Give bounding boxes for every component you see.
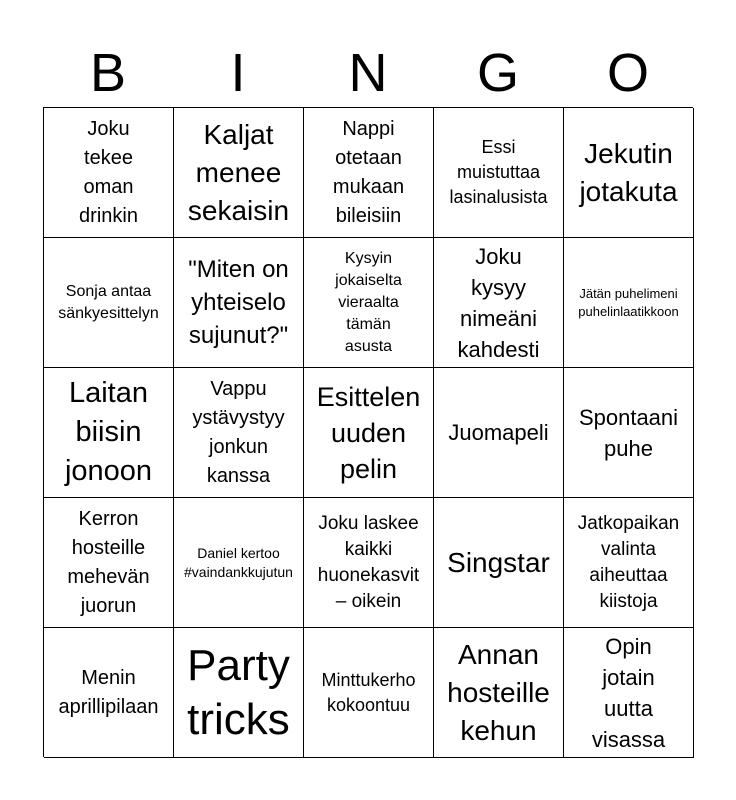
bingo-cell[interactable] — [434, 368, 564, 498]
bingo-cell[interactable] — [44, 628, 174, 758]
cell-text: Sonja antaa sänkyesittelyn — [58, 282, 159, 322]
cell-text: Party tricks — [187, 640, 290, 744]
bingo-header — [43, 40, 693, 106]
cell-text: Spontaani puhe — [578, 404, 679, 461]
cell-text: Opin jotain uutta visassa — [591, 633, 666, 752]
header-letter-o: O — [606, 43, 649, 103]
bingo-cell[interactable] — [44, 368, 174, 498]
cell-text: Singstar — [447, 546, 550, 578]
bingo-cell[interactable] — [174, 498, 304, 628]
cell-text: Annan hosteille kehun — [447, 638, 550, 746]
cell-text: Jatkopaikan valinta aiheuttaa kiistoja — [577, 512, 680, 612]
cell-text: "Miten on yhteiselo sujunut?" — [188, 256, 289, 349]
bingo-cell[interactable] — [564, 498, 694, 628]
header-letter-n: N — [348, 43, 388, 103]
cell-text: Esittelen uuden pelin — [316, 381, 421, 484]
cell-text: Essi muistuttaa lasinalusista — [449, 137, 548, 207]
bingo-cell[interactable] — [304, 368, 434, 498]
cell-text: Juomapeli — [448, 420, 549, 445]
bingo-cell[interactable] — [434, 238, 564, 368]
bingo-cell[interactable] — [44, 238, 174, 368]
cell-text: Kerron hosteille mehevän juorun — [67, 507, 150, 617]
cell-text: Menin aprillipilaan — [58, 666, 159, 718]
cell-text: Joku kysyy nimeäni kahdesti — [457, 243, 540, 362]
bingo-board — [43, 107, 693, 757]
cell-text: Jekutin jotakuta — [579, 137, 678, 207]
bingo-cell[interactable] — [564, 238, 694, 368]
cell-text: Kysyin jokaiselta vieraalta tämän asusta — [335, 249, 402, 355]
bingo-cell[interactable] — [434, 108, 564, 238]
bingo-cell[interactable] — [304, 498, 434, 628]
bingo-cell[interactable] — [564, 628, 694, 758]
bingo-cell[interactable] — [564, 368, 694, 498]
bingo-cell[interactable] — [434, 628, 564, 758]
bingo-cell[interactable] — [434, 498, 564, 628]
cell-text: Vappu ystävystyy jonkun kanssa — [192, 377, 285, 487]
cell-text: Jätän puhelimeni puhelinlaatikkoon — [578, 285, 679, 319]
bingo-cell[interactable] — [174, 108, 304, 238]
bingo-cell[interactable] — [304, 238, 434, 368]
bingo-cell[interactable] — [174, 368, 304, 498]
bingo-cell[interactable] — [304, 628, 434, 758]
cell-text: Daniel kertoo #vaindankkujutun — [184, 544, 293, 580]
bingo-cell[interactable] — [174, 238, 304, 368]
header-letter-g: G — [476, 43, 519, 103]
cell-text: Minttukerho kokoontuu — [321, 669, 416, 715]
bingo-cell[interactable] — [44, 108, 174, 238]
header-letter-b: B — [89, 43, 127, 103]
bingo-cell[interactable] — [304, 108, 434, 238]
cell-text: Kaljat menee sekaisin — [187, 118, 290, 226]
cell-text: Joku laskee kaikki huonekasvit – oikein — [317, 512, 420, 612]
cell-text: Joku tekee oman drinkin — [79, 117, 138, 227]
bingo-cell[interactable] — [564, 108, 694, 238]
bingo-cell[interactable] — [44, 498, 174, 628]
cell-text: Laitan biisin jonoon — [64, 377, 153, 487]
bingo-cell[interactable] — [174, 628, 304, 758]
cell-text: Nappi otetaan mukaan bileisiin — [332, 117, 405, 227]
header-letter-i: I — [230, 43, 246, 103]
